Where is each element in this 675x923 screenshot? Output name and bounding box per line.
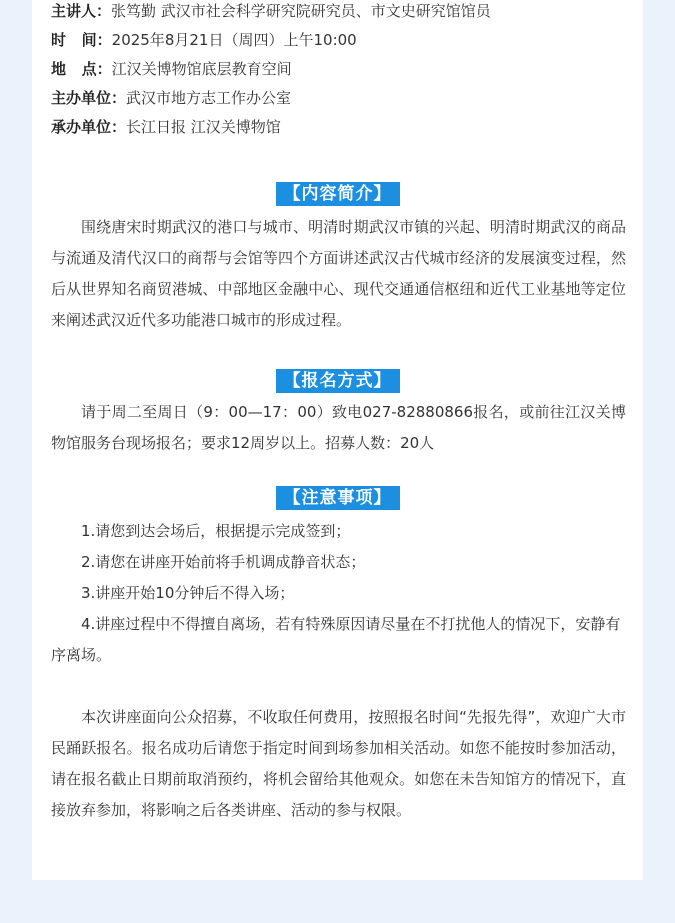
info-row-location	[51, 56, 626, 85]
section-heading-label: 【注意事项】	[276, 486, 400, 510]
info-value: 武汉市地方志工作办公室	[126, 89, 292, 107]
section-heading-label: 【报名方式】	[276, 369, 400, 393]
info-value: 2025年8月21日（周四）上午10:00	[111, 31, 357, 49]
notice-item: 4.讲座过程中不得擅自离场，若有特殊原因请尽量在不打扰他人的情况下，安静有序离场。	[51, 615, 621, 664]
intro-paragraph: 围绕唐宋时期武汉的港口与城市、明清时期武汉市镇的兴起、明清时期武汉的商品与流通及清代汉口的商帮与会馆等四个方面讲述武汉古代城市经济的发展演变过程，然后从世界知名商贸港城、中部地区金融中心、现代交通通信枢纽和近代工业基地等定位来阐述武汉近代多功能港口城市的形成过程。	[51, 218, 626, 329]
info-value: 长江日报 江汉关博物馆	[126, 118, 281, 136]
info-row-time	[51, 27, 626, 56]
notice-item: 3.讲座开始10分钟后不得入场；	[81, 584, 295, 602]
info-row-organizer	[51, 85, 626, 114]
notice-item: 2.请您在讲座开始前将手机调成静音状态；	[81, 553, 366, 571]
registration-heading	[32, 369, 643, 393]
info-label: 地 点：	[51, 60, 112, 78]
article-card	[32, 0, 643, 880]
info-row-co-organizer	[51, 114, 626, 143]
info-label: 承办单位：	[51, 118, 127, 136]
info-value: 张笃勤 武汉市社会科学研究院研究员、市文史研究馆馆员	[111, 2, 491, 20]
intro-heading	[32, 182, 643, 206]
closing-paragraph: 本次讲座面向公众招募，不收取任何费用，按照报名时间“先报先得”，欢迎广大市民踊跃报名。报名成功后请您于指定时间到场参加相关活动。如您不能按时参加活动，请在报名截止日期前取消预约，将机会留给其他观众。如您在未告知馆方的情况下，直接放弃参加，将影响之后各类讲座、活动的参与权限。	[51, 708, 626, 819]
event-info	[51, 0, 626, 143]
info-label: 主讲人：	[51, 2, 112, 20]
info-value: 江汉关博物馆底层教育空间	[111, 60, 292, 78]
notice-item: 1.请您到达会场后，根据提示完成签到；	[81, 522, 351, 540]
registration-paragraph: 请于周二至周日（9：00—17：00）致电027-82880866报名，或前往江汉关博物馆服务台现场报名；要求12周岁以上。招募人数：20人	[51, 403, 626, 452]
section-heading-label: 【内容简介】	[276, 182, 400, 206]
info-label: 主办单位：	[51, 89, 127, 107]
info-row-speaker	[51, 0, 626, 27]
info-label: 时 间：	[51, 31, 112, 49]
notice-heading	[32, 486, 643, 510]
